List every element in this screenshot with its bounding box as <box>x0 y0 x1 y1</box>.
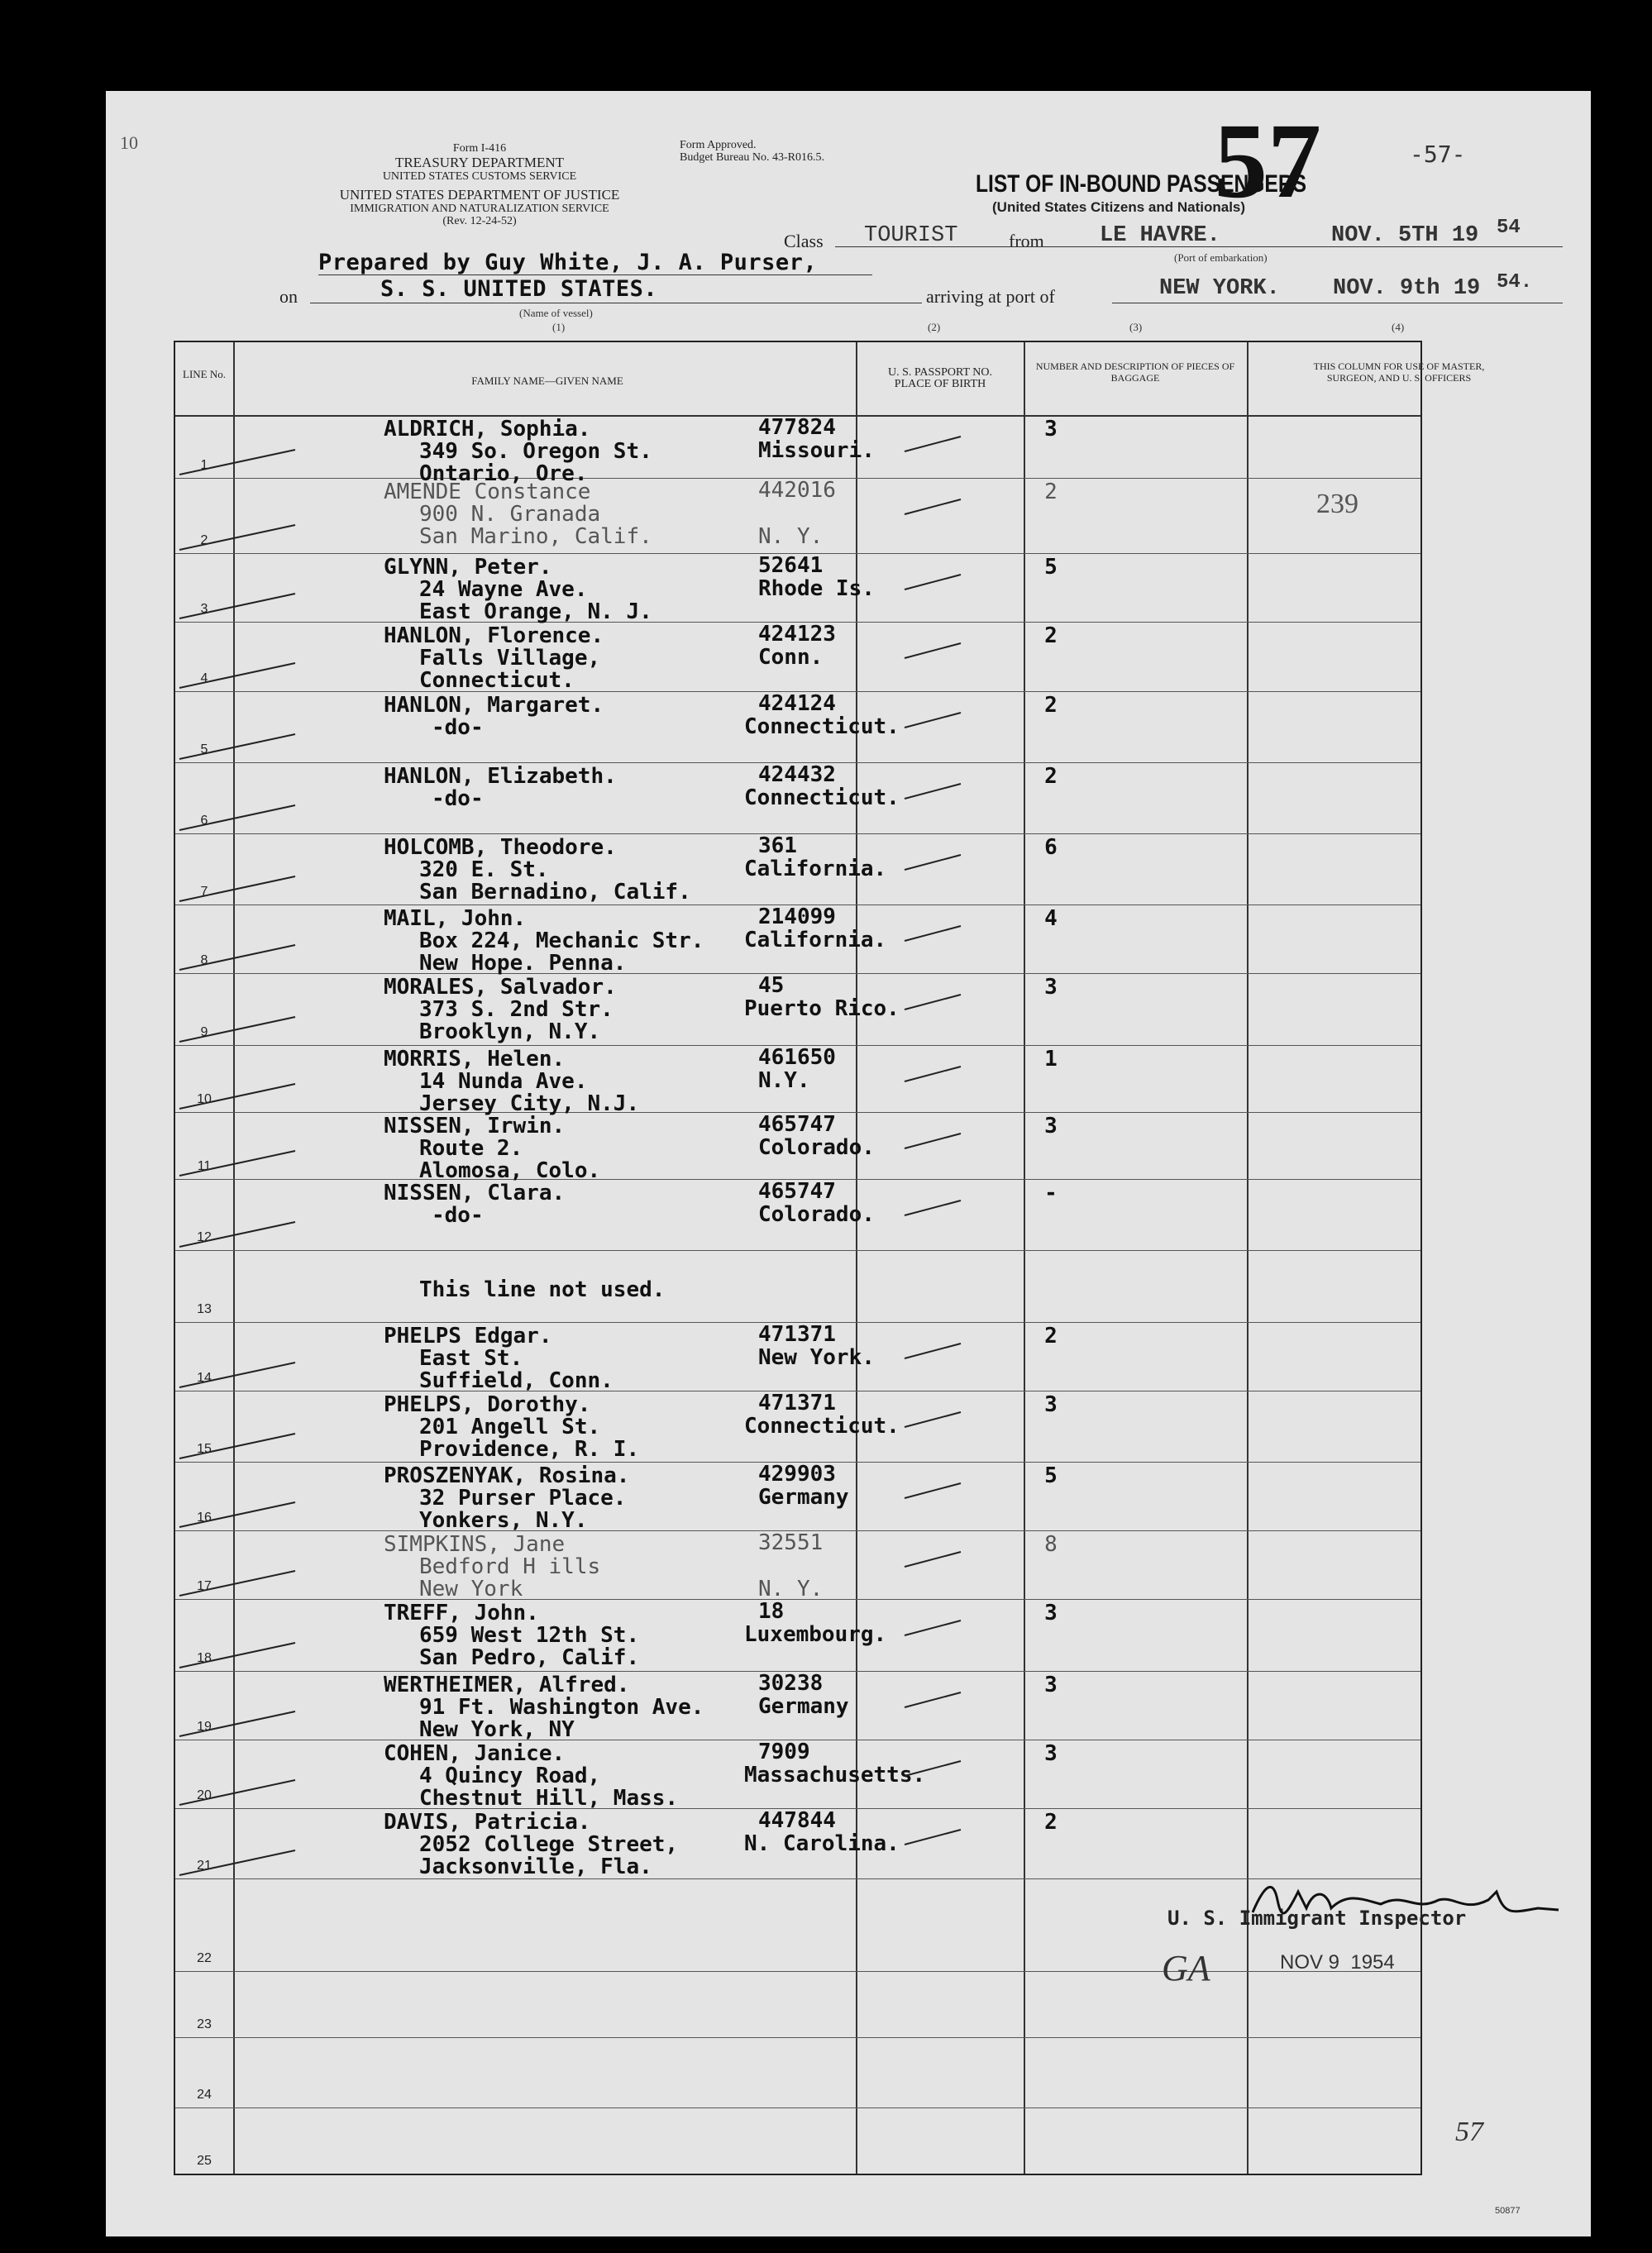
line-number: 14 <box>197 1371 212 1385</box>
line-number: 4 <box>200 671 208 685</box>
passenger-address-line: Bedford H ills <box>419 1554 601 1579</box>
embarkation-year: 54 <box>1497 217 1521 239</box>
tally-mark-icon <box>171 873 303 906</box>
line-number: 3 <box>200 602 208 616</box>
row-rule <box>175 2107 1420 2108</box>
tally-mark-icon <box>171 1777 303 1810</box>
passenger-name: GLYNN, Peter. <box>384 555 552 580</box>
baggage-count: 3 <box>1044 1392 1058 1417</box>
passenger-name: COHEN, Janice. <box>384 1741 566 1766</box>
check-mark-icon <box>903 494 969 519</box>
passenger-address-line: 201 Angell St. <box>419 1415 601 1439</box>
passenger-address-line: -do- <box>432 715 484 740</box>
line-number: 7 <box>200 885 208 899</box>
form-approval <box>680 139 824 164</box>
row-rule <box>175 833 1420 834</box>
place-of-birth: Luxembourg. <box>744 1622 887 1647</box>
passport-number: 465747 <box>758 1179 836 1204</box>
baggage-count: 2 <box>1044 1810 1058 1835</box>
document-title: LIST OF IN-BOUND PASSENGERS <box>976 170 1307 198</box>
passport-number: 52641 <box>758 553 824 578</box>
passenger-address-line: Falls Village, <box>419 646 601 671</box>
check-mark-icon <box>903 1687 969 1712</box>
passport-number: 471371 <box>758 1322 836 1347</box>
tally-mark-icon <box>171 1430 303 1463</box>
check-mark-icon <box>903 1547 969 1572</box>
passenger-address-line: 659 West 12th St. <box>419 1623 640 1648</box>
row-rule <box>175 1878 1420 1879</box>
baggage-count: 3 <box>1044 1601 1058 1625</box>
tally-mark-icon <box>171 1219 303 1252</box>
rule <box>835 246 1563 247</box>
passenger-address-line: Alomosa, Colo. <box>419 1158 601 1183</box>
passenger-address-line: New York, NY <box>419 1717 575 1742</box>
arriving-label: arriving at port of <box>926 286 1055 307</box>
check-mark-icon <box>903 1339 969 1363</box>
baggage-count: - <box>1044 1181 1058 1205</box>
tally-mark-icon <box>171 1499 303 1532</box>
line-number: 8 <box>200 953 208 967</box>
document-subtitle: (United States Citizens and Nationals) <box>992 199 1246 215</box>
tally-mark-icon <box>171 1640 303 1673</box>
passenger-name: HANLON, Margaret. <box>384 693 604 718</box>
line-number: 1 <box>200 458 208 472</box>
passenger-name: AMENDE Constance <box>384 480 591 504</box>
passenger-address-line: 4 Quincy Road, <box>419 1764 601 1788</box>
embarkation-caption: (Port of embarkation) <box>1174 251 1268 264</box>
passenger-name: SIMPKINS, Jane <box>384 1532 566 1557</box>
check-mark-icon <box>903 1129 969 1153</box>
col1-number: (1) <box>552 321 566 333</box>
baggage-count: 2 <box>1044 480 1058 504</box>
from-label: from <box>1009 231 1044 251</box>
form-revision: (Rev. 12-24-52) <box>442 215 517 227</box>
passenger-address-line: Jersey City, N.J. <box>419 1091 640 1116</box>
row-rule <box>175 1250 1420 1251</box>
passenger-address-line: San Pedro, Calif. <box>419 1645 640 1670</box>
form-header-left <box>273 142 686 183</box>
passport-number: 461650 <box>758 1045 836 1070</box>
line-number: 24 <box>197 2088 212 2102</box>
check-mark-icon <box>903 1062 969 1086</box>
tally-mark-icon <box>171 1359 303 1392</box>
passenger-address-line: San Bernadino, Calif. <box>419 880 691 905</box>
tally-mark-icon <box>171 802 303 835</box>
justice-header <box>265 187 695 227</box>
check-mark-icon <box>903 990 969 1014</box>
class-value: TOURIST <box>864 223 958 248</box>
baggage-count: 5 <box>1044 555 1058 580</box>
baggage-count: 2 <box>1044 764 1058 789</box>
row-rule <box>175 973 1420 974</box>
check-mark-icon <box>903 1756 969 1781</box>
line-number: 23 <box>197 2017 212 2031</box>
line-number: 22 <box>197 1951 212 1965</box>
line-number: 2 <box>200 533 208 547</box>
form-number: Form I-416 <box>452 142 507 155</box>
column-divider <box>1024 342 1025 2174</box>
passenger-address-line: 900 N. Granada <box>419 502 601 527</box>
line-number: 21 <box>197 1859 212 1873</box>
passport-number: 424124 <box>758 691 836 716</box>
passenger-address-line: Box 224, Mechanic Str. <box>419 928 704 953</box>
passenger-name: NISSEN, Clara. <box>384 1181 566 1205</box>
check-mark-icon <box>903 921 969 946</box>
passenger-address-line: 2052 College Street, <box>419 1832 679 1857</box>
place-of-birth: Connecticut. <box>744 1414 900 1439</box>
check-mark-icon <box>903 1196 969 1220</box>
passenger-address-line: Ontario, Ore. <box>419 461 588 486</box>
check-mark-icon <box>903 1478 969 1503</box>
baggage-count: 2 <box>1044 1324 1058 1348</box>
passenger-name: MORALES, Salvador. <box>384 975 617 1000</box>
passenger-address-line: 91 Ft. Washington Ave. <box>419 1695 704 1720</box>
check-mark-icon <box>903 779 969 804</box>
check-mark-icon <box>903 708 969 733</box>
officer-note: 239 <box>1316 489 1358 519</box>
place-of-birth: Rhode Is. <box>758 576 875 601</box>
line-number: 15 <box>197 1442 212 1456</box>
tally-mark-icon <box>171 1708 303 1741</box>
place-of-birth: New York. <box>758 1345 875 1370</box>
baggage-count: 2 <box>1044 693 1058 718</box>
inspector-signature <box>1249 1875 1563 1925</box>
passenger-address-line: East Orange, N. J. <box>419 599 652 624</box>
baggage-count: 3 <box>1044 1741 1058 1766</box>
arrival-year: 54. <box>1497 271 1533 294</box>
arrival-port: NEW YORK. <box>1159 276 1280 301</box>
passport-number: 18 <box>758 1599 785 1624</box>
line-number: 5 <box>200 742 208 757</box>
place-of-birth: California. <box>744 857 887 881</box>
place-of-birth: N. Y. <box>758 524 824 549</box>
passenger-address-line: -do- <box>432 1203 484 1228</box>
tally-mark-icon <box>171 590 303 623</box>
passenger-name: TREFF, John. <box>384 1601 539 1625</box>
line-number: 18 <box>197 1651 212 1665</box>
col-header-baggage: NUMBER AND DESCRIPTION OF PIECES OF BAGGAGE <box>1035 360 1235 384</box>
passenger-address-line: 349 So. Oregon St. <box>419 439 652 464</box>
passenger-address-line: Brooklyn, N.Y. <box>419 1019 601 1044</box>
baggage-count: 3 <box>1044 1114 1058 1138</box>
place-of-birth: California. <box>744 928 887 952</box>
binder-hole <box>35 298 78 341</box>
line-number: 17 <box>197 1579 212 1593</box>
place-of-birth: Massachusetts. <box>744 1763 926 1788</box>
binder-hole <box>35 1968 78 2011</box>
line-number: 10 <box>197 1092 212 1106</box>
binder-hole <box>35 1443 78 1486</box>
passenger-address-line: East St. <box>419 1346 523 1371</box>
baggage-count: 1 <box>1044 1047 1058 1072</box>
corner-mark: 10 <box>120 132 138 153</box>
binder-hole <box>35 130 78 173</box>
binder-hole <box>35 1592 78 1635</box>
passenger-address-line: 24 Wayne Ave. <box>419 577 588 602</box>
passenger-address-line: Chestnut Hill, Mass. <box>419 1786 679 1811</box>
baggage-count: 4 <box>1044 906 1058 931</box>
passport-number: 429903 <box>758 1462 836 1487</box>
passport-number: 477824 <box>758 415 836 440</box>
passenger-address-line: New York <box>419 1577 523 1601</box>
check-mark-icon <box>903 432 969 456</box>
passport-number: 30238 <box>758 1671 824 1696</box>
passenger-address-line: Providence, R. I. <box>419 1437 640 1462</box>
col-header-officers: THIS COLUMN FOR USE OF MASTER, SURGEON, AND U. S. OFFICERS <box>1313 360 1485 384</box>
ins-service: IMMIGRATION AND NATURALIZATION SERVICE <box>350 203 609 215</box>
check-mark-icon <box>903 638 969 663</box>
passenger-name: NISSEN, Irwin. <box>384 1114 566 1138</box>
serial-number: 50877 <box>1495 2206 1521 2216</box>
on-label: on <box>279 286 298 307</box>
passenger-table <box>174 341 1485 2175</box>
check-mark-icon <box>903 1616 969 1640</box>
check-mark-icon <box>903 850 969 875</box>
passenger-address-line: 320 E. St. <box>419 857 549 882</box>
row-rule <box>175 1971 1420 1972</box>
passport-number: 7909 <box>758 1740 810 1764</box>
passenger-address-line: Jacksonville, Fla. <box>419 1854 652 1879</box>
vessel-caption: (Name of vessel) <box>519 307 593 319</box>
passenger-name: HOLCOMB, Theodore. <box>384 835 617 860</box>
footer-page-number: 57 <box>1455 2117 1483 2147</box>
passenger-name: This line not used. <box>419 1277 666 1302</box>
baggage-count: 3 <box>1044 975 1058 1000</box>
baggage-count: 3 <box>1044 417 1058 442</box>
place-of-birth: Colorado. <box>758 1202 875 1227</box>
passenger-name: PHELPS Edgar. <box>384 1324 552 1348</box>
passenger-name: HANLON, Elizabeth. <box>384 764 617 789</box>
line-number: 20 <box>197 1788 212 1802</box>
passport-number: 442016 <box>758 478 836 503</box>
from-port: LE HAVRE. <box>1100 223 1220 248</box>
passenger-name: WERTHEIMER, Alfred. <box>384 1673 630 1697</box>
baggage-count: 2 <box>1044 623 1058 648</box>
check-mark-icon <box>903 1407 969 1432</box>
place-of-birth: N. Y. <box>758 1577 824 1601</box>
passenger-address-line: San Marino, Calif. <box>419 524 652 549</box>
col4-number: (4) <box>1392 321 1405 333</box>
passenger-address-line: 373 S. 2nd Str. <box>419 997 614 1022</box>
tally-mark-icon <box>171 446 303 480</box>
baggage-count: 8 <box>1044 1532 1058 1557</box>
customs-service: UNITED STATES CUSTOMS SERVICE <box>382 170 577 183</box>
tally-mark-icon <box>171 522 303 555</box>
line-number: 13 <box>197 1302 212 1316</box>
line-number: 12 <box>197 1230 212 1244</box>
baggage-count: 3 <box>1044 1673 1058 1697</box>
baggage-count: 5 <box>1044 1463 1058 1488</box>
row-rule <box>175 2037 1420 2038</box>
passenger-name: PHELPS, Dorothy. <box>384 1392 591 1417</box>
place-of-birth: Connecticut. <box>744 714 900 739</box>
line-number: 19 <box>197 1720 212 1734</box>
passenger-address-line: -do- <box>432 786 484 811</box>
budget-bureau: Budget Bureau No. 43-R016.5. <box>680 151 824 164</box>
passenger-address-line: Connecticut. <box>419 668 575 693</box>
passport-number: 214099 <box>758 905 836 929</box>
place-of-birth: N. Carolina. <box>744 1831 900 1856</box>
passenger-address-line: Suffield, Conn. <box>419 1368 614 1393</box>
place-of-birth: Missouri. <box>758 438 875 463</box>
class-label: Class <box>784 231 824 251</box>
passenger-address-line: 32 Purser Place. <box>419 1486 627 1511</box>
binder-hole <box>35 1137 78 1180</box>
place-of-birth: Puerto Rico. <box>744 996 900 1021</box>
check-mark-icon <box>903 570 969 594</box>
column-divider <box>856 342 857 2174</box>
handwritten-page-number: 57 <box>1214 102 1321 221</box>
vessel-name: S. S. UNITED STATES. <box>380 276 658 302</box>
inspector-initials: GA <box>1162 1948 1210 1988</box>
date-stamp: NOV 9 1954 <box>1280 1951 1395 1974</box>
passport-number: 361 <box>758 833 797 858</box>
baggage-count: 6 <box>1044 835 1058 860</box>
prepared-by: Prepared by Guy White, J. A. Purser, <box>318 250 818 275</box>
tally-mark-icon <box>171 1081 303 1114</box>
line-number: 6 <box>200 814 208 828</box>
col-header-name: FAMILY NAME—GIVEN NAME <box>471 375 623 387</box>
passport-number: 471371 <box>758 1391 836 1415</box>
tally-mark-icon <box>171 660 303 693</box>
tally-mark-icon <box>171 1014 303 1047</box>
col3-number: (3) <box>1129 321 1143 333</box>
place-of-birth: Germany <box>758 1694 849 1719</box>
check-mark-icon <box>903 1825 969 1850</box>
inspector-title: U. S. Immigrant Inspector <box>1167 1907 1467 1930</box>
tally-mark-icon <box>171 731 303 764</box>
justice-dept: UNITED STATES DEPARTMENT OF JUSTICE <box>339 187 620 203</box>
col-header-line: LINE No. <box>183 368 226 380</box>
line-number: 9 <box>200 1025 208 1039</box>
place-of-birth: N.Y. <box>758 1068 810 1093</box>
arrival-date: NOV. 9th 19 <box>1333 276 1481 301</box>
passport-number: 465747 <box>758 1112 836 1137</box>
passenger-name: PROSZENYAK, Rosina. <box>384 1463 630 1488</box>
passenger-address-line: 14 Nunda Ave. <box>419 1069 588 1094</box>
col2-number: (2) <box>928 321 941 333</box>
passport-number: 424432 <box>758 762 836 787</box>
passenger-address-line: Yonkers, N.Y. <box>419 1508 588 1533</box>
place-of-birth: Colorado. <box>758 1135 875 1160</box>
passenger-address-line: New Hope. Penna. <box>419 951 627 976</box>
place-of-birth: Conn. <box>758 645 824 670</box>
passenger-name: MAIL, John. <box>384 906 527 931</box>
tally-mark-icon <box>171 1148 303 1181</box>
rule <box>318 274 872 275</box>
passport-number: 447844 <box>758 1808 836 1833</box>
tally-mark-icon <box>171 942 303 975</box>
passenger-address-line: Route 2. <box>419 1136 523 1161</box>
passport-number: 45 <box>758 973 785 998</box>
line-number: 11 <box>197 1159 212 1173</box>
binder-hole <box>35 744 78 787</box>
line-number: 25 <box>197 2154 212 2168</box>
col-header-passport: U. S. PASSPORT NO. PLACE OF BIRTH <box>888 366 992 390</box>
place-of-birth: Connecticut. <box>744 785 900 810</box>
typed-page-number: -57- <box>1410 141 1466 168</box>
embarkation-date: NOV. 5TH 19 <box>1331 223 1479 248</box>
approved-text: Form Approved. <box>680 139 757 151</box>
passenger-name: DAVIS, Patricia. <box>384 1810 591 1835</box>
place-of-birth: Germany <box>758 1485 849 1510</box>
treasury-dept: TREASURY DEPARTMENT <box>394 155 565 170</box>
passport-number: 32551 <box>758 1530 824 1555</box>
passport-number: 424123 <box>758 622 836 647</box>
passenger-name: HANLON, Florence. <box>384 623 604 648</box>
passenger-name: ALDRICH, Sophia. <box>384 417 591 442</box>
passenger-name: MORRIS, Helen. <box>384 1047 566 1072</box>
line-number: 16 <box>197 1511 212 1525</box>
tally-mark-icon <box>171 1568 303 1601</box>
tally-mark-icon <box>171 1847 303 1880</box>
